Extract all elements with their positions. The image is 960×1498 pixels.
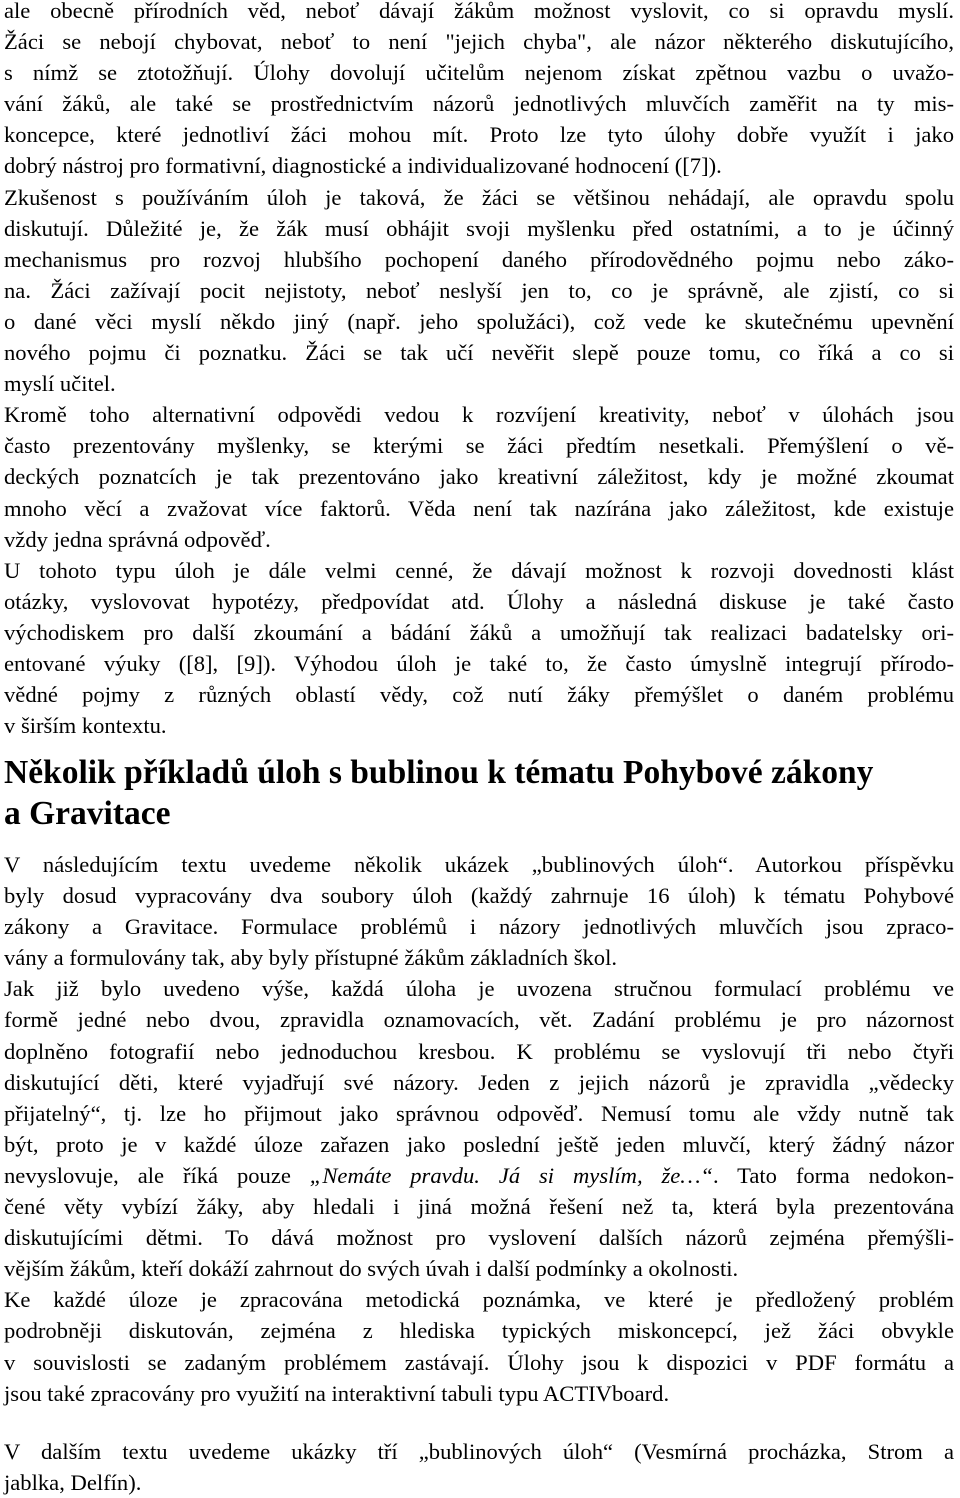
paragraph: [4, 973, 954, 1284]
text-line: formě jedné nebo dvou, zpravidla oznamovacích, vět. Zadání problému je pro názornost: [4, 1007, 954, 1033]
paragraph: [4, 1436, 954, 1498]
paragraph: [4, 399, 954, 554]
text-line: podrobněji diskutován, zejména z hlediska typických miskoncepcí, jež žáci obvykle: [4, 1318, 954, 1344]
text-line: s nímž se ztotožňují. Úlohy dovolují učitelům nejenom získat zpětnou vazbu o uvažo-: [4, 60, 954, 86]
text-line: v širším kontextu.: [4, 713, 167, 739]
text-line: Zkušenost s používáním úloh je taková, že žáci se většinou nehádají, ale opravdu spolu: [4, 184, 954, 210]
text-line: mechanismus pro rozvoj hlubšího pochopení daného přírodovědného pojmu nebo záko-: [4, 246, 954, 272]
text-line: Žáci se nebojí chybovat, neboť to není "jejich chyba", ale názor některého diskutujícího,: [4, 29, 954, 55]
text-line: diskutujícími dětmi. To dává možnost pro vyslovení dalších názorů zejména přemýšli-: [4, 1225, 954, 1251]
text-line: V dalším textu uvedeme ukázky tří „bublinových úloh“ (Vesmírná procházka, Strom a: [4, 1439, 954, 1464]
closing-text: [4, 1436, 954, 1498]
text-fragment: nevyslovuje, ale říká pouze: [4, 1162, 310, 1188]
text-line: doplněno fotografií nebo jednoduchou kresbou. K problému se vyslovují tři nebo čtyři: [4, 1038, 954, 1064]
text-line: V následujícím textu uvedeme několik ukázek „bublinových úloh“. Autorkou příspěvku: [4, 852, 954, 877]
heading-line: a Gravitace: [4, 795, 171, 832]
text-line: východiskem pro další zkoumání a bádání žáků a umožňují tak realizaci badatelsky ori-: [4, 619, 954, 645]
text-line: jablka, Delfín).: [4, 1470, 142, 1496]
text-line: zákony a Gravitace. Formulace problémů i názory jednotlivých mluvčích jsou zpraco-: [4, 914, 954, 940]
text-fragment: . Tato forma nedokon-: [713, 1162, 955, 1188]
text-line: být, proto je v každé úloze zařazen jako poslední ještě jeden mluvčí, který žádný názor: [4, 1131, 954, 1157]
text-line: nového pojmu či poznatku. Žáci se tak učí nevěřit slepě pouze tomu, co říká a co si: [4, 340, 954, 366]
text-line: Ke každé úloze je zpracována metodická poznámka, ve které je předložený problém: [4, 1287, 954, 1313]
paragraph: [4, 182, 954, 400]
paragraph: [4, 555, 954, 742]
paragraph: [4, 1284, 954, 1408]
quoted-phrase: „Nemáte pravdu. Já si myslím, že…“: [309, 1162, 713, 1188]
text-line: přijatelný“, tj. lze ho přijmout jako správnou odpověď. Nemusí tomu ale vždy nutně tak: [4, 1100, 954, 1126]
text-line: koncepce, které jednotliví žáci mohou mít. Proto lze tyto úlohy dobře využít i jako: [4, 122, 954, 148]
text-line: jsou také zpracovány pro využití na interaktivní tabuli typu ACTIVboard.: [4, 1380, 670, 1406]
text-line-with-quote: [4, 1160, 954, 1191]
text-line: dobrý nástroj pro formativní, diagnostické a individualizované hodnocení ([7]).: [4, 153, 722, 179]
text-line: ale obecně přírodních věd, neboť dávají žákům možnost vyslovit, co si opravdu myslí.: [4, 0, 954, 23]
text-line: Kromě toho alternativní odpovědi vedou k rozvíjení kreativity, neboť v úlohách jsou: [4, 402, 954, 428]
text-line: Jak již bylo uvedeno výše, každá úloha je uvozena stručnou formulací problému ve: [4, 976, 954, 1002]
text-line: U tohoto typu úloh je dále velmi cenné, že dávají možnost k rozvoji dovednosti klást: [4, 557, 954, 583]
text-line: entované výuky ([8], [9]). Výhodou úloh je také to, že často úmyslně integrují přírodo-: [4, 650, 954, 676]
section-heading: [4, 752, 956, 834]
text-line: vání žáků, ale také se prostřednictvím názorů jednotlivých mluvčích zaměřit na ty mis-: [4, 91, 954, 117]
heading-line: Několik příkladů úloh s bublinou k tématu Pohybové zákony: [4, 754, 874, 791]
text-line: otázky, vyslovovat hypotézy, předpovídat atd. Úlohy a následná diskuse je také často: [4, 588, 954, 614]
text-line: na. Žáci zažívají pocit nejistoty, neboť neslyší jen to, co je správně, ale zjistí, co si: [4, 277, 954, 303]
text-line: mnoho věcí a zvažovat více faktorů. Věda není tak nazírána jako záležitost, kde existuje: [4, 495, 954, 521]
text-line: diskutující děti, které vyjadřují své názory. Jeden z jejich názorů je zpravidla „vědecky: [4, 1069, 954, 1095]
text-line: často prezentovány myšlenky, se kterými se žáci předtím nesetkali. Přemýšlení o vě-: [4, 433, 954, 459]
text-line: čené věty vybízí žáky, aby hledali i jiná možná řešení než ta, která byla prezentována: [4, 1194, 954, 1220]
text-line: vány a formulovány tak, aby byly přístupné žákům základních škol.: [4, 945, 618, 971]
text-line: diskutují. Důležité je, že žák musí obhájit svoji myšlenku před ostatními, a to je účinný: [4, 215, 954, 241]
text-line: byly dosud vypracovány dva soubory úloh (každý zahrnuje 16 úloh) k tématu Pohybové: [4, 883, 954, 909]
text-line: vždy jedna správná odpověď.: [4, 526, 271, 552]
text-line: v souvislosti se zadaným problémem zastávají. Úlohy jsou k dispozici v PDF formátu a: [4, 1349, 954, 1375]
text-line: deckých poznatcích je tak prezentováno jako kreativní záležitost, kdy je možné zkoumat: [4, 464, 954, 490]
intro-text: [4, 0, 954, 741]
body-text: [4, 849, 954, 1409]
text-line: o dané věci myslí někdo jiný (např. jeho spolužáci), což vede ke skutečnému upevnění: [4, 308, 954, 334]
text-line: vědné pojmy z různých oblastí vědy, což nutí žáky přemýšlet o daném problému: [4, 682, 954, 708]
text-line: myslí učitel.: [4, 371, 116, 397]
paragraph: [4, 849, 954, 973]
text-line: vějším žákům, kteří dokáží zahrnout do svých úvah i další podmínky a okolnosti.: [4, 1256, 739, 1282]
paragraph: [4, 0, 954, 182]
